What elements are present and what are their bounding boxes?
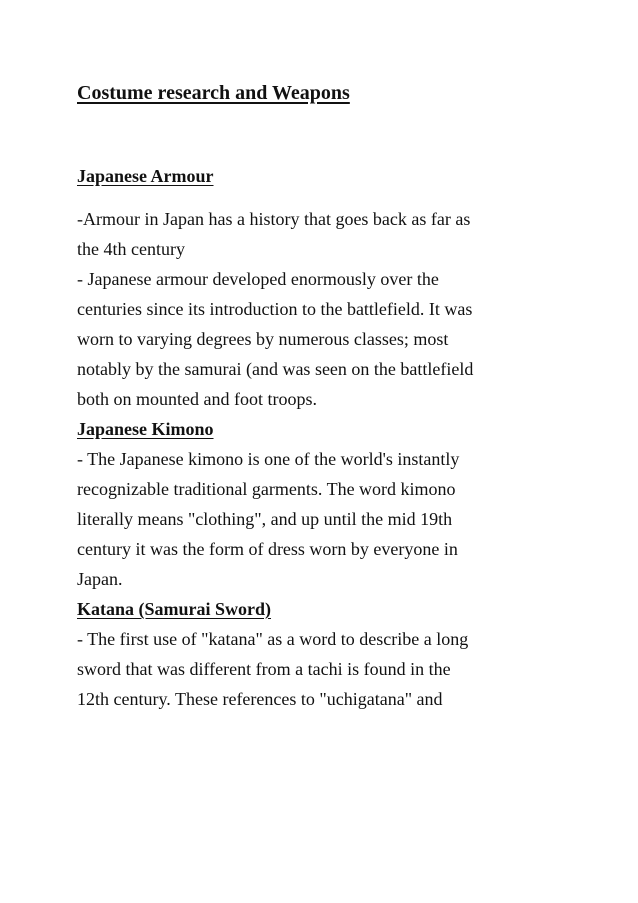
- text-line: both on mounted and foot troops.: [77, 389, 317, 409]
- section-heading-katana: Katana (Samurai Sword): [77, 599, 272, 619]
- text-line: - Japanese armour developed enormously over the: [77, 269, 439, 289]
- text-line: recognizable traditional garments. The word kimono: [77, 479, 456, 499]
- document-body: [77, 161, 567, 714]
- text-line: literally means "clothing", and up until the mid 19th: [77, 509, 453, 529]
- text-line: the 4th century: [77, 239, 185, 259]
- text-line: century it was the form of dress worn by everyone in: [77, 539, 458, 559]
- text-line: Japan.: [77, 569, 123, 589]
- section-heading-kimono: Japanese Kimono: [77, 419, 214, 439]
- text-line: centuries since its introduction to the battlefield. It was: [77, 299, 473, 319]
- section-japanese-kimono: [77, 414, 567, 594]
- text-line: - The first use of "katana" as a word to describe a long: [77, 629, 469, 649]
- text-line: notably by the samurai (and was seen on the battlefield: [77, 359, 474, 379]
- text-line: sword that was different from a tachi is found in the: [77, 659, 451, 679]
- text-line: 12th century. These references to "uchigatana" and: [77, 689, 443, 709]
- section-heading-armour: Japanese Armour: [77, 166, 214, 186]
- text-line: - The Japanese kimono is one of the world's instantly: [77, 449, 460, 469]
- text-line: -Armour in Japan has a history that goes back as far as: [77, 209, 471, 229]
- section-katana: [77, 594, 567, 714]
- section-japanese-armour: [77, 161, 567, 414]
- text-line: worn to varying degrees by numerous classes; most: [77, 329, 449, 349]
- document-title: Costume research and Weapons: [77, 82, 350, 104]
